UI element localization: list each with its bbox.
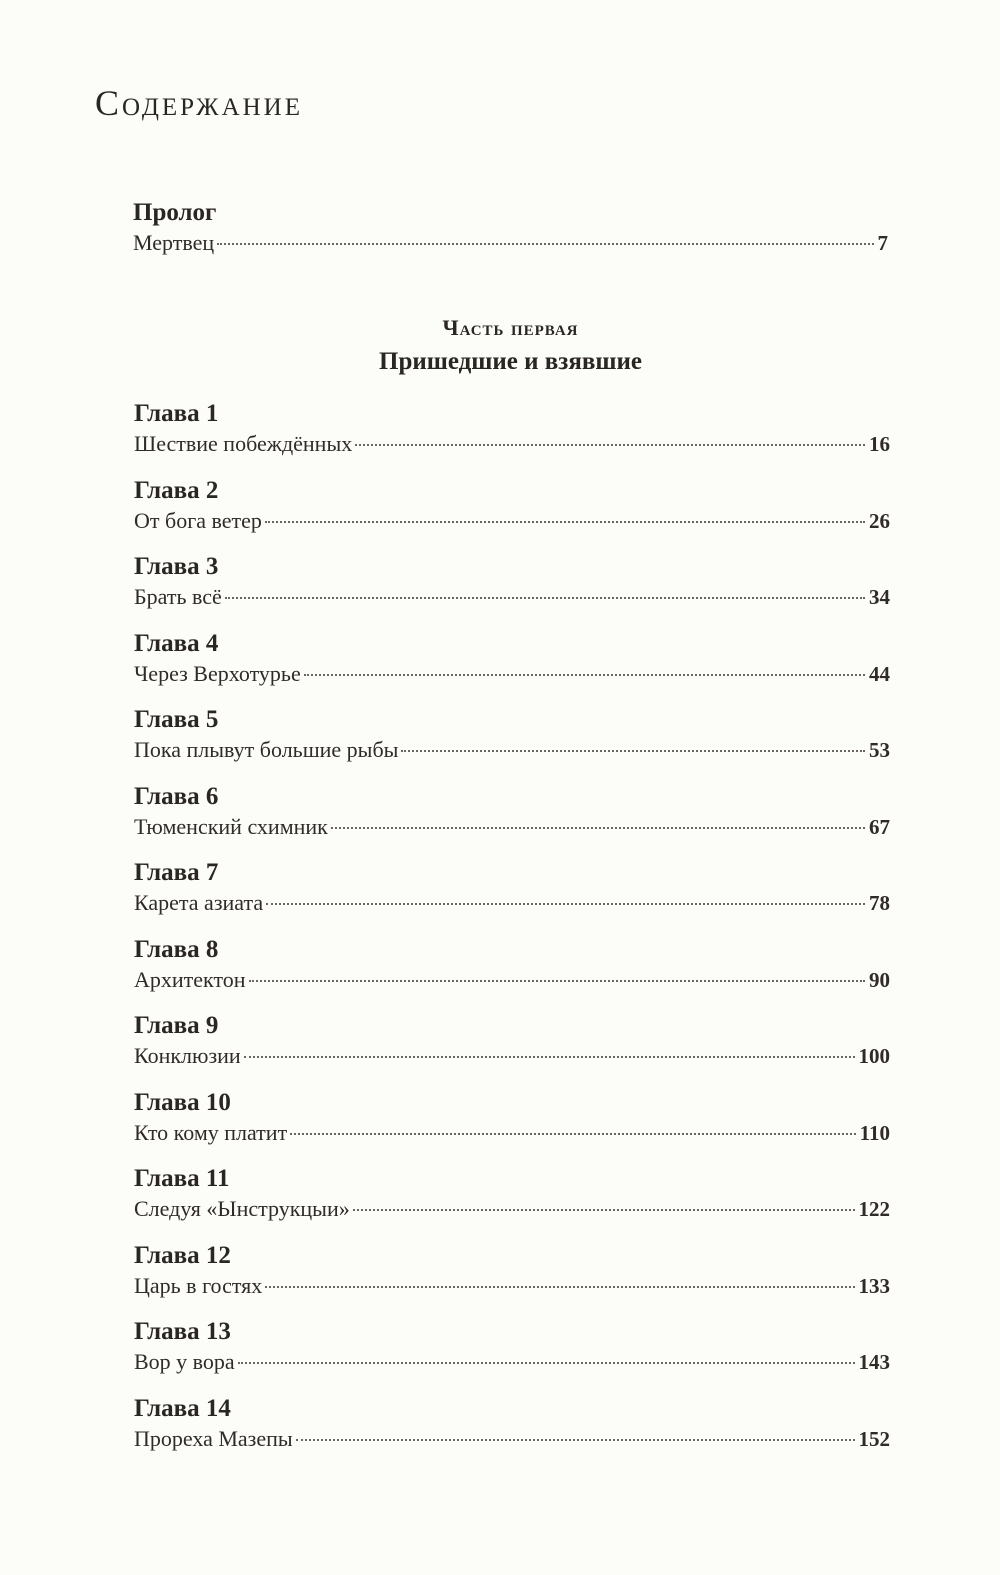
chapter-entry-title: От бога ветер — [134, 507, 262, 533]
toc-chapter[interactable] — [134, 1011, 890, 1088]
chapter-entry-title: Архитектон — [134, 966, 246, 992]
chapter-page-number: 143 — [858, 1350, 890, 1374]
chapter-entry-title: Конклюзии — [134, 1043, 241, 1068]
dot-leader — [265, 521, 865, 523]
toc-chapter[interactable] — [134, 935, 890, 1012]
toc-entry-line — [134, 429, 890, 459]
chapter-page-number: 110 — [859, 1120, 890, 1145]
dot-leader — [296, 1439, 855, 1441]
chapter-title: Глава 6 — [134, 782, 219, 810]
chapter-page-number: 122 — [858, 1197, 890, 1221]
toc-chapter[interactable] — [134, 1394, 890, 1471]
toc-entry-line — [134, 506, 890, 536]
chapter-page-number: 133 — [858, 1273, 890, 1298]
part-label: Часть первая — [442, 315, 579, 340]
toc-entry-line — [134, 1271, 890, 1301]
chapter-entry-title: Вор у вора — [134, 1349, 235, 1374]
toc-chapter[interactable] — [134, 1317, 890, 1394]
chapter-page-number: 78 — [869, 891, 890, 915]
toc-prologue[interactable] — [133, 198, 888, 258]
part-heading — [133, 312, 888, 380]
chapter-title: Глава 8 — [134, 935, 219, 963]
part-name: Пришедшие и взявшие — [379, 348, 642, 375]
chapter-entry-title: Следуя «Ынструкцыи» — [134, 1196, 350, 1221]
toc-entry-line — [134, 1424, 890, 1454]
chapter-entry-title: Царь в гостях — [134, 1272, 263, 1298]
toc-chapter[interactable] — [134, 858, 890, 935]
toc-chapter[interactable] — [134, 1164, 890, 1241]
dot-leader — [304, 674, 865, 676]
toc-entry-line — [134, 1118, 890, 1148]
toc-entry-line — [134, 1347, 890, 1377]
dot-leader — [217, 243, 873, 245]
chapter-entry-title: Тюменский схимник — [134, 813, 328, 839]
page-title: Содержание — [95, 83, 304, 123]
toc-chapter[interactable] — [134, 476, 890, 553]
prologue-page-number: 7 — [877, 231, 888, 255]
chapter-entry-title: Прореха Мазепы — [134, 1425, 293, 1451]
chapter-title: Глава 11 — [134, 1165, 230, 1192]
toc-entry-line — [134, 1041, 890, 1071]
chapter-page-number: 53 — [869, 738, 890, 762]
toc-entry-line — [134, 659, 890, 689]
toc-chapter[interactable] — [134, 1088, 890, 1165]
toc-chapter[interactable] — [134, 705, 890, 782]
chapter-page-number: 16 — [869, 432, 890, 456]
chapter-title: Глава 1 — [134, 400, 219, 427]
chapter-page-number: 152 — [858, 1426, 890, 1451]
toc-entry-line — [133, 228, 888, 258]
chapter-title: Глава 14 — [134, 1394, 231, 1422]
toc-chapter[interactable] — [134, 629, 890, 706]
dot-leader — [266, 903, 865, 905]
chapter-title: Глава 12 — [134, 1241, 231, 1269]
toc-chapter[interactable] — [134, 1241, 890, 1318]
dot-leader — [249, 980, 865, 982]
chapter-title: Глава 4 — [134, 629, 219, 657]
dot-leader — [244, 1056, 855, 1058]
chapter-title: Глава 10 — [134, 1088, 231, 1116]
chapter-title: Глава 9 — [134, 1012, 219, 1039]
toc-entry-line — [134, 812, 890, 842]
chapter-title: Глава 2 — [134, 476, 219, 504]
dot-leader — [353, 1209, 855, 1211]
chapter-title: Глава 3 — [134, 553, 219, 580]
chapter-page-number: 44 — [869, 661, 890, 686]
dot-leader — [265, 1286, 854, 1288]
chapter-title: Глава 5 — [134, 706, 219, 733]
chapter-page-number: 90 — [869, 967, 890, 992]
chapter-page-number: 34 — [869, 585, 890, 609]
chapter-title: Глава 13 — [134, 1318, 231, 1345]
dot-leader — [238, 1362, 855, 1364]
chapter-entry-title: Кто кому платит — [134, 1119, 288, 1145]
toc-entry-line — [134, 1194, 890, 1224]
chapter-title: Глава 7 — [134, 859, 219, 886]
chapter-page-number: 67 — [869, 814, 890, 839]
dot-leader — [401, 750, 865, 752]
toc-chapter[interactable] — [134, 552, 890, 629]
toc-chapter-list — [134, 399, 890, 1470]
prologue-entry-title: Мертвец — [133, 230, 215, 255]
toc-entry-line — [134, 888, 890, 918]
chapter-page-number: 26 — [869, 508, 890, 533]
prologue-title: Пролог — [133, 199, 217, 226]
toc-entry-line — [134, 965, 890, 995]
toc-entry-line — [134, 582, 890, 612]
dot-leader — [331, 827, 865, 829]
dot-leader — [225, 597, 865, 599]
toc-entry-line — [134, 735, 890, 765]
chapter-entry-title: Пока плывут большие рыбы — [134, 737, 399, 762]
chapter-entry-title: Шествие побеждённых — [134, 431, 353, 456]
dot-leader — [355, 444, 865, 446]
chapter-entry-title: Через Верхотурье — [134, 660, 301, 686]
chapter-entry-title: Брать всё — [134, 584, 222, 609]
chapter-entry-title: Карета азиата — [134, 890, 264, 915]
chapter-page-number: 100 — [858, 1044, 890, 1068]
dot-leader — [290, 1133, 855, 1135]
toc-chapter[interactable] — [134, 782, 890, 859]
toc-chapter[interactable] — [134, 399, 890, 476]
